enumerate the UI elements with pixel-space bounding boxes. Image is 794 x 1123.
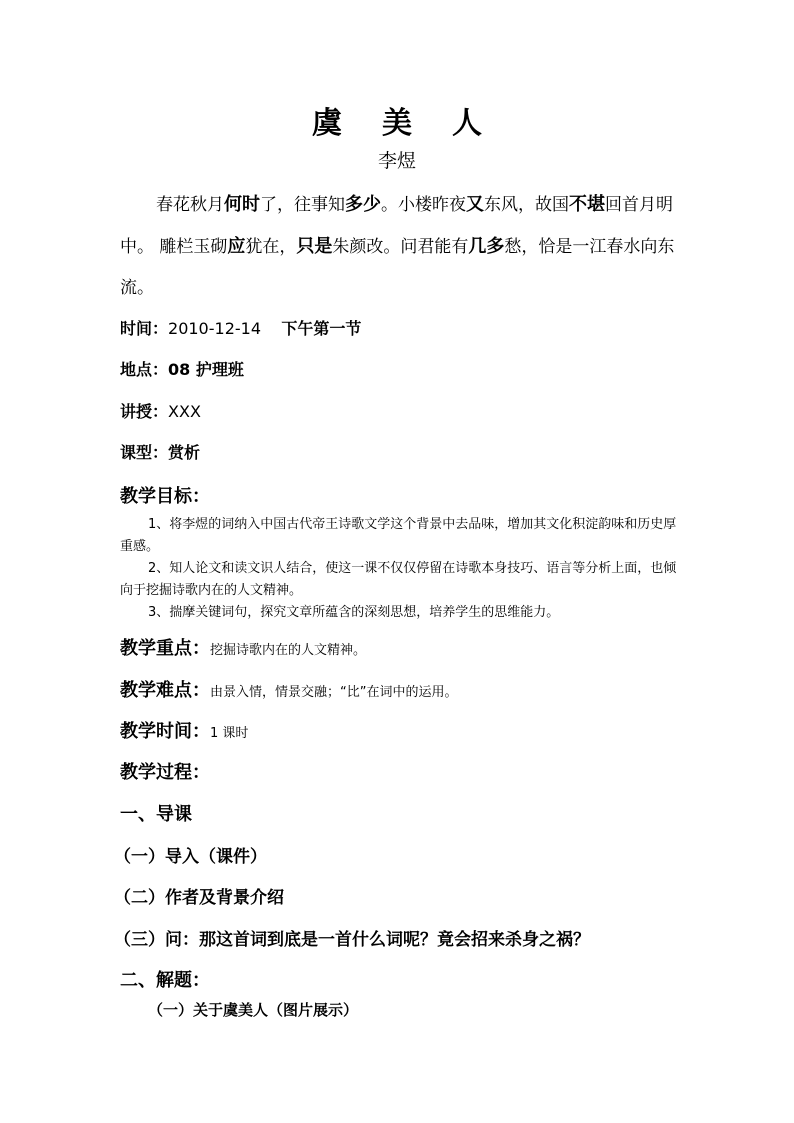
objective-item: 2、知人论文和读文识人结合，使这一课不仅仅停留在诗歌本身技巧、语言等分析上面，也倾向于挖掘诗歌内在的人文精神。: [120, 561, 677, 598]
poem-emphasis: 又: [466, 194, 484, 215]
time-line: [120, 316, 361, 339]
type-line: [120, 440, 200, 463]
time-value: 2010-12-14: [168, 319, 261, 338]
difficulty-line: [120, 676, 457, 702]
poem-title: 虞美人: [312, 106, 522, 141]
time-extra: 下午第一节: [281, 319, 362, 338]
place-value: 08 护理班: [168, 360, 244, 379]
poem-emphasis: 应: [227, 236, 246, 257]
poem-segment: 回首月明中。 雕栏玉砌: [120, 195, 673, 257]
process-heading: 教学过程：: [120, 762, 210, 783]
difficulty-label: 教学难点：: [120, 680, 210, 701]
focus-label: 教学重点：: [120, 638, 210, 659]
poem-emphasis: 多少: [345, 194, 381, 215]
poem-segment: 。小楼昨夜: [381, 195, 466, 215]
poem-segment: 春花秋月: [156, 195, 224, 215]
sub-section-4: （一）关于虞美人（图片展示）: [148, 1001, 359, 1019]
time-label: 时间：: [120, 319, 169, 338]
poem-author: 李煜: [377, 150, 416, 172]
poem-segment: 犹在，: [245, 237, 297, 257]
poem-segment: 愁，恰是一江春水向东流。: [120, 237, 675, 298]
section-title-analysis: 二、解题：: [120, 970, 210, 991]
poem-segment: 了，往事知: [260, 195, 345, 215]
objectives-heading: 教学目标：: [120, 486, 210, 507]
place-line: [120, 357, 244, 380]
difficulty-value: 由景入情，情景交融；“比”在词中的运用。: [210, 685, 458, 700]
poem-text: [120, 184, 680, 309]
objectives-list: [120, 514, 680, 624]
duration-label: 教学时间：: [120, 721, 210, 742]
type-label: 课型：: [120, 443, 169, 462]
sub-section-1: （一）导入（课件）: [114, 847, 267, 867]
focus-line: [120, 634, 366, 660]
objective-item: 3、揣摩关键词句，探究文章所蕴含的深刻思想，培养学生的思维能力。: [148, 605, 560, 620]
type-value: 赏析: [168, 443, 201, 462]
teacher-line: [120, 399, 201, 422]
poem-emphasis: 何时: [224, 194, 260, 215]
section-intro: 一、导课: [120, 804, 192, 825]
poem-segment: 朱颜改。问君能有: [332, 237, 469, 257]
focus-value: 挖掘诗歌内在的人文精神。: [210, 643, 367, 658]
teacher-label: 讲授：: [120, 402, 169, 421]
objective-item: 1、将李煜的词纳入中国古代帝王诗歌文学这个背景中去品味，增加其文化积淀韵味和历史厚重感。: [120, 517, 677, 554]
place-label: 地点：: [120, 360, 169, 379]
duration-line: [120, 717, 248, 743]
sub-section-2: （二）作者及背景介绍: [114, 888, 284, 908]
teacher-value: XXX: [168, 402, 201, 421]
poem-emphasis: 几多: [468, 236, 505, 257]
poem-emphasis: 只是: [296, 236, 333, 257]
poem-emphasis: 不堪: [569, 194, 605, 215]
poem-segment: 东风，故国: [484, 195, 569, 215]
sub-section-3: （三）问：那这首词到底是一首什么词呢？竟会招来杀身之祸？: [114, 930, 590, 950]
duration-value: 1 课时: [210, 726, 249, 741]
